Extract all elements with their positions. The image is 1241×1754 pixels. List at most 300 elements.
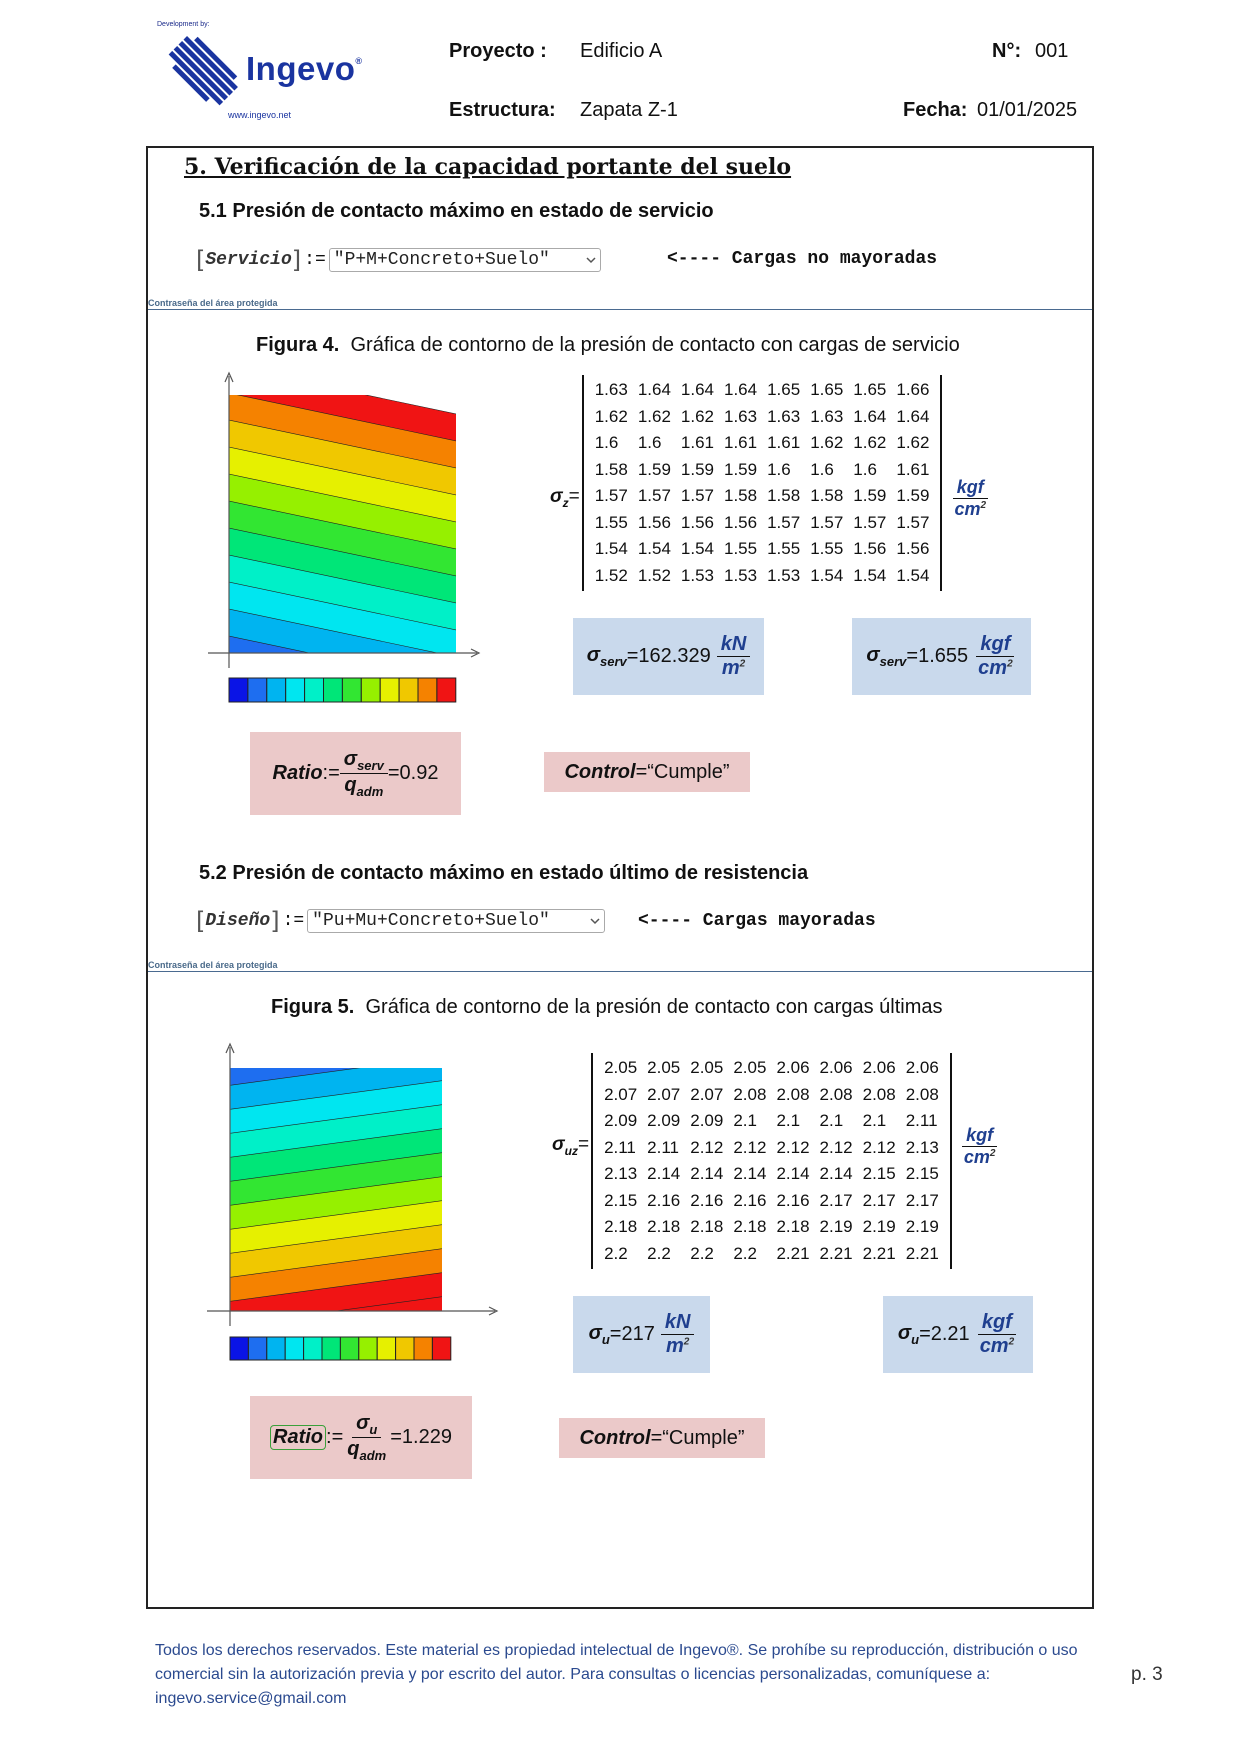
service-ratio-value: 0.92 (399, 762, 439, 784)
matrix-cell: 2.19 (905, 1217, 939, 1237)
unit-den-text: cm (954, 498, 981, 519)
matrix-row (590, 536, 935, 563)
logo-tagline: Development by: (157, 21, 210, 28)
matrix-cell: 1.62 (810, 433, 844, 453)
service-sigma-kgf-symbol (866, 644, 906, 669)
matrix-cell: 2.17 (862, 1190, 896, 1210)
figure-4-label: Figura 4. (256, 334, 340, 356)
matrix-cell: 1.63 (810, 406, 844, 426)
ultimate-definition (196, 907, 605, 935)
matrix-cell: 1.61 (767, 433, 801, 453)
section-title: 5. Verificación de la capacidad portante del suelo (184, 154, 792, 180)
matrix-cell: 1.52 (594, 565, 628, 585)
service-combination-dropdown[interactable] (329, 248, 601, 272)
matrix-cell: 2.18 (776, 1217, 810, 1237)
number-label: N°: (992, 40, 1022, 62)
matrix-row (590, 510, 935, 537)
ratio-den-sub: adm (359, 1448, 387, 1463)
figure-5-caption (271, 996, 942, 1019)
matrix-cell: 1.55 (594, 512, 628, 532)
matrix-cell: 2.12 (733, 1137, 767, 1157)
figure-5-text: Gráfica de contorno de la presión de contacto con cargas últimas (365, 996, 943, 1018)
legend-swatch (229, 678, 248, 702)
kn-unit-den-text: m (721, 657, 740, 679)
kn-unit (717, 633, 751, 680)
matrix-row (599, 1135, 944, 1162)
ultimate-control-box (559, 1418, 765, 1458)
service-matrix-sub: z (562, 495, 569, 510)
ultimate-matrix-equals: = (577, 1134, 590, 1156)
matrix-cell: 2.08 (862, 1084, 896, 1104)
service-var-name: Servicio (205, 250, 292, 270)
matrix-cell: 2.14 (690, 1164, 724, 1184)
matrix-cell: 1.59 (853, 486, 887, 506)
service-matrix-sigma: σ (550, 486, 563, 508)
matrix-cell: 2.05 (690, 1058, 724, 1078)
matrix-cell: 2.05 (604, 1058, 638, 1078)
service-sigma-kn-value: 162.329 (638, 645, 711, 667)
matrix-cell: 1.53 (767, 565, 801, 585)
matrix-cell: 1.57 (896, 512, 930, 532)
service-definition (196, 246, 601, 274)
kgf-unit-numerator: kgf (976, 633, 1014, 657)
matrix-cell: 1.57 (680, 486, 714, 506)
ultimate-dropdown-value: "Pu+Mu+Concreto+Suelo" (312, 910, 550, 931)
matrix-cell: 1.62 (896, 433, 930, 453)
unit-den-exp: 2 (980, 499, 987, 511)
legend-swatch (286, 678, 305, 702)
figure-4-caption (256, 334, 960, 357)
legend-swatch (377, 1337, 395, 1360)
matrix-cell: 1.65 (853, 380, 887, 400)
matrix-cell: 1.56 (680, 512, 714, 532)
matrix-cell: 2.2 (604, 1243, 628, 1263)
number-value: 001 (1035, 40, 1069, 62)
protected-divider (148, 971, 1092, 972)
ultimate-ratio-label[interactable]: Ratio (270, 1425, 326, 1450)
figure-4-text: Gráfica de contorno de la presión de contacto con cargas de servicio (350, 334, 960, 356)
sigma-kn-sym: σ (588, 1322, 602, 1344)
kn-unit-den-text: m (665, 1335, 684, 1357)
sigma-kgf-sub: serv (879, 654, 907, 669)
matrix-cell: 1.6 (810, 459, 834, 479)
sigma-kgf-sym: σ (866, 644, 880, 666)
ultimate-sigma-kn-box (573, 1296, 710, 1373)
ultimate-sigma-kgf-box (883, 1296, 1033, 1373)
matrix-row (599, 1214, 944, 1241)
matrix-cell: 1.6 (637, 433, 662, 453)
matrix-cell: 1.63 (724, 406, 758, 426)
legend-swatch (380, 678, 399, 702)
ultimate-sigma-kgf-value: 2.21 (930, 1323, 970, 1345)
ratio-num-sym: σ (343, 748, 358, 770)
kn-unit-denominator (718, 657, 749, 680)
protected-divider (148, 309, 1092, 310)
kn-unit (661, 1311, 695, 1358)
assign-operator: := (304, 250, 326, 270)
matrix-cell: 2.2 (647, 1243, 671, 1263)
date-value: 01/01/2025 (977, 99, 1078, 121)
matrix-cell: 1.61 (680, 433, 714, 453)
ratio-numerator (352, 1412, 381, 1438)
matrix-cell: 1.57 (637, 486, 671, 506)
ratio-den-sub: adm (356, 784, 384, 799)
matrix-cell: 2.18 (647, 1217, 681, 1237)
kgf-unit-numerator: kgf (978, 1311, 1016, 1335)
legend-swatch (340, 1337, 358, 1360)
matrix-cell: 1.57 (853, 512, 887, 532)
ultimate-ratio-fraction (343, 1412, 390, 1463)
matrix-cell: 2.11 (905, 1111, 938, 1131)
figure-5-label: Figura 5. (271, 996, 355, 1018)
legend-swatch (361, 678, 380, 702)
equals-sign: = (387, 762, 400, 784)
matrix-cell: 1.54 (896, 565, 930, 585)
ingevo-logo-mark-icon (166, 34, 242, 106)
matrix-cell: 1.52 (637, 565, 671, 585)
kgf-unit (976, 1311, 1018, 1358)
matrix-cell: 1.64 (724, 380, 758, 400)
matrix-cell: 2.09 (690, 1111, 724, 1131)
kn-unit-numerator: kN (661, 1311, 695, 1335)
matrix-row (590, 563, 935, 590)
legend-swatch (305, 678, 324, 702)
kgf-unit-den-text: cm (978, 657, 1008, 679)
legend-swatch (342, 678, 361, 702)
unit-numerator: kgf (962, 1125, 997, 1147)
kn-unit-den-exp: 2 (739, 658, 746, 670)
service-color-legend (229, 678, 456, 702)
matrix-cell: 1.56 (637, 512, 671, 532)
unit-den-exp: 2 (989, 1147, 996, 1159)
ratio-denominator (343, 1438, 390, 1463)
matrix-cell: 1.64 (896, 406, 930, 426)
matrix-cell: 2.1 (733, 1111, 757, 1131)
matrix-cell: 1.62 (853, 433, 887, 453)
ultimate-control-value: “Cumple” (662, 1426, 745, 1449)
matrix-cell: 1.64 (680, 380, 714, 400)
matrix-cell: 2.07 (604, 1084, 638, 1104)
matrix-cell: 1.59 (896, 486, 930, 506)
ratio-den-sym: q (347, 1438, 360, 1460)
matrix-cell: 2.18 (604, 1217, 638, 1237)
structure-value: Zapata Z-1 (580, 99, 678, 121)
matrix-cell: 1.54 (637, 539, 671, 559)
equals-sign: = (626, 645, 639, 667)
matrix-cell: 1.6 (594, 433, 619, 453)
bracket-close: ] (291, 246, 302, 274)
assign-sign: := (326, 1426, 344, 1448)
kgf-unit-den-exp: 2 (1008, 1336, 1015, 1348)
legend-swatch (359, 1337, 377, 1360)
matrix-cell: 1.54 (810, 565, 844, 585)
matrix-cell: 2.06 (862, 1058, 896, 1078)
legend-swatch (304, 1337, 322, 1360)
matrix-row (590, 483, 935, 510)
service-sigma-kgf-box (852, 618, 1031, 695)
service-matrix-block (550, 375, 990, 591)
service-pressure-matrix (582, 375, 943, 591)
matrix-cell: 2.18 (733, 1217, 767, 1237)
matrix-cell: 2.08 (819, 1084, 853, 1104)
equals-sign: = (650, 1426, 663, 1449)
equals-sign: = (919, 1323, 931, 1345)
matrix-cell: 2.21 (862, 1243, 896, 1263)
matrix-cell: 1.54 (680, 539, 714, 559)
assign-operator: := (282, 911, 305, 931)
service-note: <---- Cargas no mayoradas (667, 249, 938, 269)
matrix-cell: 1.65 (810, 380, 844, 400)
legend-swatch (432, 1337, 450, 1360)
service-ratio-box (250, 732, 461, 815)
matrix-cell: 2.12 (690, 1137, 724, 1157)
ultimate-contour-bands (225, 1041, 447, 1352)
service-sigma-kn-symbol (587, 644, 627, 669)
matrix-cell: 1.59 (637, 459, 671, 479)
matrix-cell: 1.58 (767, 486, 801, 506)
ultimate-ratio-box (250, 1396, 472, 1479)
equals-sign: = (906, 645, 919, 667)
ultimate-matrix-block (552, 1053, 999, 1269)
sigma-kgf-sym: σ (897, 1322, 912, 1344)
ultimate-matrix-sub: uz (564, 1143, 578, 1158)
matrix-cell: 1.63 (594, 380, 628, 400)
matrix-cell: 1.62 (594, 406, 628, 426)
matrix-cell: 1.59 (724, 459, 758, 479)
legend-swatch (396, 1337, 414, 1360)
ultimate-sigma-kn-value: 217 (621, 1323, 655, 1345)
matrix-cell: 2.21 (819, 1243, 853, 1263)
kn-unit-numerator: kN (717, 633, 751, 657)
matrix-cell: 1.57 (810, 512, 844, 532)
ultimate-matrix-unit (960, 1125, 1000, 1168)
service-sigma-kgf-value: 1.655 (918, 645, 969, 667)
legend-swatch (248, 678, 267, 702)
matrix-cell: 1.61 (724, 433, 758, 453)
matrix-cell: 2.19 (862, 1217, 896, 1237)
matrix-cell: 1.53 (724, 565, 758, 585)
matrix-cell: 2.21 (905, 1243, 939, 1263)
sigma-kgf-sub: u (911, 1332, 920, 1347)
matrix-cell: 2.15 (604, 1190, 638, 1210)
ultimate-sigma-kn-symbol (589, 1322, 610, 1347)
matrix-cell: 2.05 (647, 1058, 681, 1078)
service-matrix-equals: = (568, 486, 580, 508)
project-label: Proyecto : (449, 40, 547, 62)
service-contour-plot (205, 368, 485, 708)
matrix-cell: 2.2 (690, 1243, 714, 1263)
matrix-cell: 2.07 (647, 1084, 681, 1104)
matrix-cell: 2.16 (690, 1190, 724, 1210)
service-ratio-fraction (340, 748, 388, 799)
assign-sign: := (322, 762, 340, 784)
equals-sign: = (609, 1323, 622, 1345)
kgf-unit-den-text: cm (979, 1335, 1009, 1357)
matrix-cell: 1.54 (853, 565, 887, 585)
matrix-cell: 1.58 (810, 486, 844, 506)
protected-area-label[interactable]: Contraseña del área protegida (148, 298, 278, 308)
matrix-cell: 1.55 (724, 539, 758, 559)
ultimate-combination-dropdown[interactable] (307, 909, 605, 933)
matrix-cell: 2.12 (819, 1137, 853, 1157)
matrix-row (590, 377, 935, 404)
logo-name (246, 50, 363, 88)
matrix-cell: 1.56 (896, 539, 930, 559)
kgf-unit-denominator (974, 657, 1016, 680)
matrix-cell: 1.6 (767, 459, 791, 479)
matrix-cell: 2.13 (604, 1164, 638, 1184)
matrix-row (599, 1188, 944, 1215)
matrix-row (599, 1055, 944, 1082)
kn-unit-den-exp: 2 (683, 1336, 690, 1348)
matrix-row (590, 404, 935, 431)
matrix-cell: 2.16 (776, 1190, 810, 1210)
matrix-cell: 2.06 (776, 1058, 810, 1078)
matrix-cell: 1.59 (680, 459, 714, 479)
kgf-unit-denominator (976, 1335, 1018, 1358)
matrix-cell: 2.15 (862, 1164, 896, 1184)
legend-swatch (267, 678, 286, 702)
sigma-kn-sym: σ (586, 644, 600, 666)
matrix-cell: 1.61 (896, 459, 930, 479)
sigma-kn-sub: serv (599, 654, 627, 669)
ultimate-matrix-sigma: σ (552, 1134, 565, 1156)
service-matrix-symbol (550, 486, 580, 510)
ultimate-subtitle: 5.2 Presión de contacto máximo en estado último de resistencia (199, 862, 809, 884)
service-control-label: Control (564, 760, 636, 783)
unit-numerator: kgf (953, 477, 988, 499)
logo-name-text: Ingevo (246, 50, 356, 87)
service-subtitle: 5.1 Presión de contacto máximo en estado de servicio (199, 200, 714, 222)
ratio-num-sym: σ (356, 1412, 370, 1434)
matrix-cell: 2.2 (733, 1243, 757, 1263)
legend-swatch (399, 678, 418, 702)
legend-swatch (230, 1337, 248, 1360)
structure-label: Estructura: (449, 99, 556, 121)
page-number: p. 3 (1131, 1664, 1163, 1685)
kn-unit-denominator (662, 1335, 693, 1358)
unit-den-text: cm (963, 1146, 990, 1167)
date-label: Fecha: (903, 99, 968, 121)
matrix-cell: 1.57 (594, 486, 628, 506)
service-sigma-kn-box (573, 618, 764, 695)
matrix-row (599, 1108, 944, 1135)
service-control-box (544, 752, 750, 792)
matrix-cell: 1.58 (594, 459, 628, 479)
service-matrix-body (590, 377, 935, 589)
matrix-row (590, 457, 935, 484)
matrix-cell: 1.53 (680, 565, 714, 585)
matrix-cell: 2.07 (690, 1084, 724, 1104)
matrix-cell: 2.14 (776, 1164, 810, 1184)
unit-denominator (960, 1147, 1000, 1168)
matrix-cell: 1.64 (853, 406, 887, 426)
matrix-cell: 1.66 (896, 380, 930, 400)
matrix-cell: 2.13 (905, 1137, 939, 1157)
bracket-open: [ (196, 907, 206, 935)
ultimate-pressure-matrix (591, 1053, 952, 1269)
matrix-cell: 2.11 (647, 1137, 679, 1157)
matrix-cell: 2.17 (905, 1190, 939, 1210)
bracket-open: [ (196, 246, 206, 274)
project-value: Edificio A (580, 40, 663, 62)
matrix-cell: 2.05 (733, 1058, 767, 1078)
contour-band (225, 1041, 447, 1064)
equals-sign: = (390, 1426, 402, 1448)
ratio-numerator (340, 748, 388, 774)
ultimate-note: <---- Cargas mayoradas (638, 911, 876, 931)
matrix-cell: 2.08 (733, 1084, 767, 1104)
chevron-down-icon (590, 917, 600, 925)
service-control-value: “Cumple” (647, 760, 730, 783)
matrix-cell: 2.16 (647, 1190, 681, 1210)
matrix-cell: 2.19 (819, 1217, 853, 1237)
equals-sign: = (635, 760, 648, 783)
matrix-cell: 1.65 (767, 380, 801, 400)
service-contour-bands (224, 368, 461, 708)
ultimate-color-legend (230, 1337, 451, 1360)
kgf-unit-den-exp: 2 (1007, 658, 1013, 670)
logo-url[interactable]: www.ingevo.net (228, 110, 292, 120)
ratio-num-sub: u (369, 1422, 378, 1437)
matrix-cell: 2.1 (862, 1111, 887, 1131)
matrix-cell: 1.63 (767, 406, 801, 426)
matrix-cell: 2.09 (604, 1111, 638, 1131)
legend-swatch (324, 678, 343, 702)
protected-area-label[interactable]: Contraseña del área protegida (148, 960, 278, 970)
matrix-cell: 2.21 (776, 1243, 810, 1263)
matrix-row (599, 1161, 944, 1188)
legend-swatch (437, 678, 456, 702)
matrix-row (599, 1241, 944, 1268)
legend-swatch (322, 1337, 340, 1360)
matrix-cell: 1.64 (637, 380, 671, 400)
matrix-cell: 1.58 (724, 486, 758, 506)
matrix-cell: 1.55 (810, 539, 844, 559)
ultimate-sigma-kgf-symbol (898, 1322, 919, 1347)
service-ratio-label: Ratio (272, 762, 323, 784)
logo-reg-mark: ® (355, 56, 363, 66)
service-dropdown-value: "P+M+Concreto+Suelo" (333, 249, 550, 270)
matrix-row (590, 430, 935, 457)
legend-swatch (285, 1337, 303, 1360)
matrix-cell: 2.14 (733, 1164, 767, 1184)
matrix-cell: 2.11 (604, 1137, 636, 1157)
matrix-cell: 2.14 (819, 1164, 853, 1184)
ratio-num-sub: serv (357, 758, 384, 773)
matrix-cell: 2.17 (819, 1190, 853, 1210)
ratio-denominator (340, 774, 387, 799)
ultimate-control-label: Control (579, 1426, 651, 1449)
bracket-close: ] (270, 907, 280, 935)
matrix-cell: 1.56 (724, 512, 758, 532)
chevron-down-icon (586, 256, 596, 264)
ultimate-matrix-symbol (552, 1134, 589, 1158)
legend-swatch (248, 1337, 266, 1360)
matrix-cell: 1.6 (853, 459, 877, 479)
matrix-row (599, 1082, 944, 1109)
matrix-cell: 2.1 (776, 1111, 801, 1131)
matrix-cell: 1.62 (680, 406, 714, 426)
ultimate-contour-plot (205, 1041, 500, 1371)
matrix-cell: 1.56 (853, 539, 887, 559)
matrix-cell: 1.55 (767, 539, 801, 559)
service-matrix-unit (950, 477, 990, 520)
matrix-cell: 2.16 (733, 1190, 767, 1210)
matrix-cell: 2.18 (690, 1217, 724, 1237)
sigma-kn-sub: u (601, 1332, 610, 1347)
ultimate-ratio-value: 1.229 (401, 1426, 452, 1448)
